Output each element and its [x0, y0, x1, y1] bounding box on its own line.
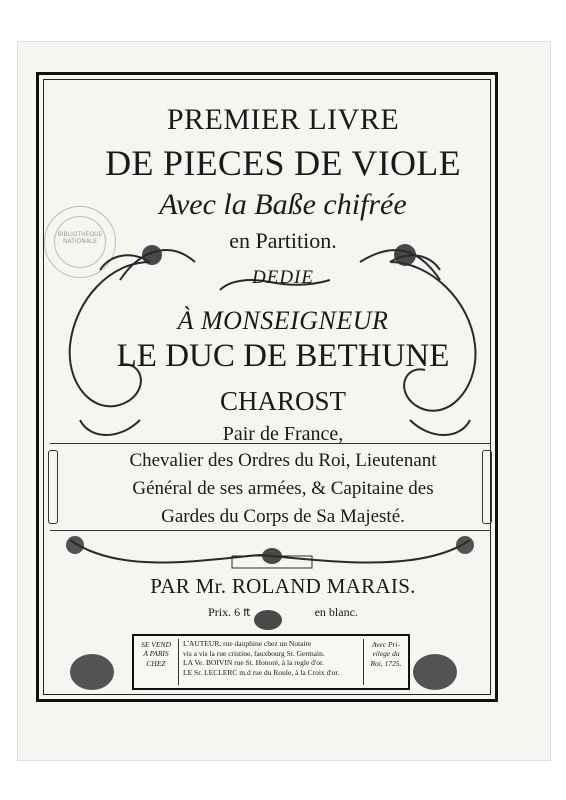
price-note: en blanc.	[314, 605, 358, 619]
privilege-line: vilege du	[372, 649, 400, 659]
cartouche-addresses	[178, 639, 364, 685]
dedication-charost: CHAROST	[219, 386, 347, 416]
title-line-1: PREMIER LIVRE	[166, 103, 400, 136]
title-line-4: en Partition.	[229, 228, 337, 253]
privilege-line: Avec Pri-	[371, 640, 401, 649]
dedication-title-3: Général de ses armées, & Capitaine des	[132, 478, 434, 499]
title-line-3: Avec la Baße chifrée	[159, 188, 407, 221]
cartouche-left-line: SE VEND	[141, 640, 171, 649]
cartouche-left-line: A PARIS	[143, 649, 169, 659]
dedication-title-1: Pair de France,	[222, 423, 344, 445]
dedication-line-1: À MONSEIGNEUR	[177, 306, 389, 335]
title-line-2: DE PIECES DE VIOLE	[105, 143, 461, 183]
address-line: LE Sr. LECLERC m.d rue du Roule, à la Croix d'or.	[183, 667, 340, 677]
price-label: Prix. 6 ₶	[208, 605, 251, 619]
address-line: LA Ve. BOIVIN rue St. Honoré, à la regle d'or.	[183, 658, 324, 668]
privilege-line: Roi, 1725.	[370, 658, 402, 668]
dedication-name: LE DUC DE BETHUNE	[116, 338, 450, 374]
cartouche-left-line: CHEZ	[146, 658, 166, 668]
cartouche-left	[137, 640, 175, 668]
cartouche-right	[367, 640, 405, 668]
dedication-heading: DEDIE	[252, 267, 314, 288]
dedication-title-2: Chevalier des Ordres du Roi, Lieutenant	[129, 450, 437, 471]
publisher-cartouche	[132, 634, 410, 690]
address-line: L'AUTEUR, rue dauphine chez un Notaire	[183, 639, 312, 648]
price-line	[0, 606, 566, 618]
address-line: vis a vis la rue cristine, fauxbourg St. Germain.	[183, 648, 325, 658]
author-line: PAR Mr. ROLAND MARAIS.	[150, 574, 416, 598]
dedication-title-4: Gardes du Corps de Sa Majesté.	[161, 506, 405, 527]
library-stamp-text: BIBLIOTHÈQUE NATIONALE	[57, 231, 103, 245]
